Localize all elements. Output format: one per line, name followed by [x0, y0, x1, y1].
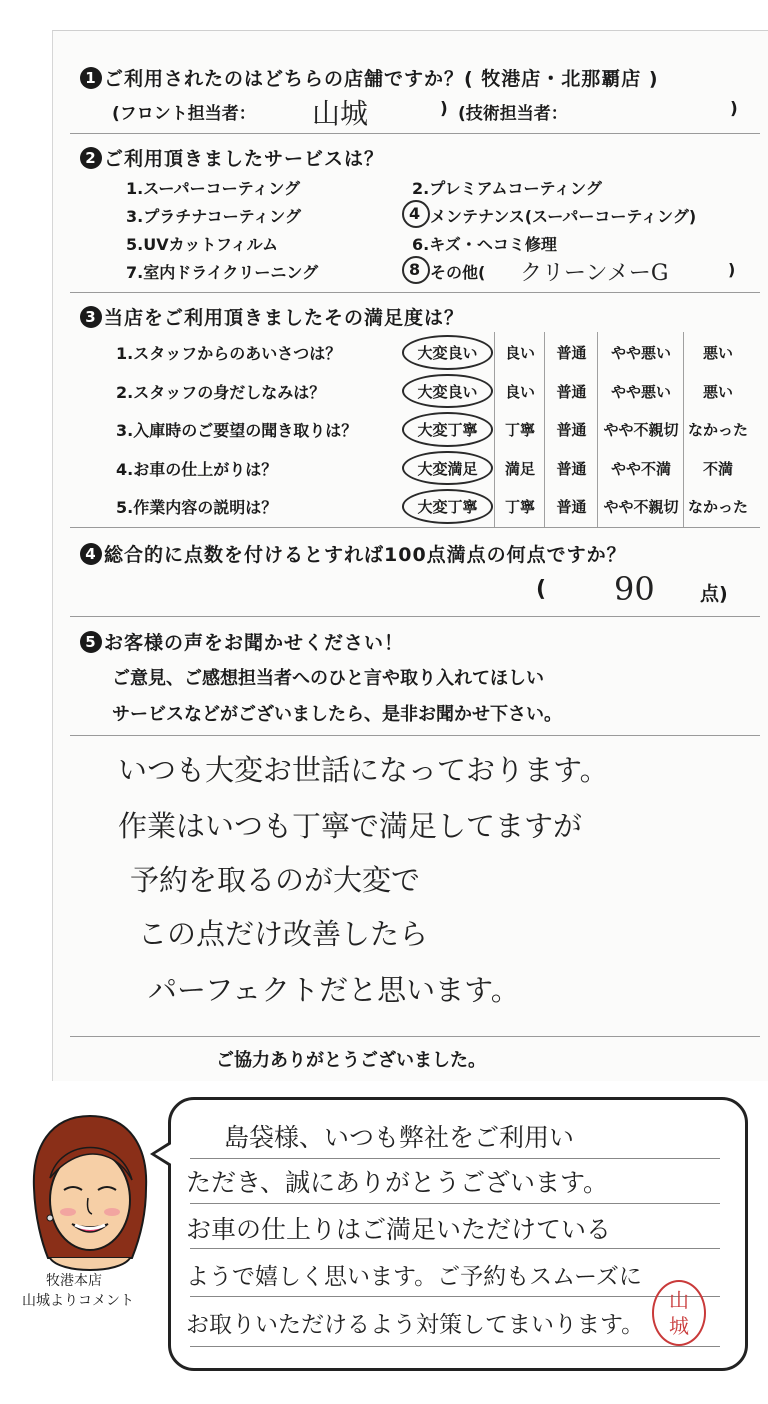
front-staff-value: 山城 — [312, 97, 369, 130]
satisfaction-item: 3.入庫時のご要望の聞き取りは？ — [116, 421, 358, 440]
service-item-name: メンテナンス(スーパーコーティング) — [430, 207, 697, 226]
tech-staff-close: ) — [730, 99, 738, 119]
service-item-name: その他( — [430, 263, 486, 282]
satisfaction-option: 普通 — [556, 459, 587, 478]
score-value: 90 — [614, 570, 655, 608]
divider — [70, 616, 760, 617]
divider — [70, 292, 760, 293]
satisfaction-option: 満足 — [504, 459, 535, 478]
satisfaction-option: 丁寧 — [504, 498, 535, 516]
satisfaction-option: 普通 — [556, 382, 587, 401]
service-item: 7.室内ドライクリーニング — [126, 263, 319, 282]
service-close: ) — [728, 260, 736, 279]
q2-text: ご利用頂きましたサービスは？ — [104, 148, 385, 170]
service-item: 2.プレミアムコーティング — [412, 179, 602, 198]
staff-caption: 山城よりコメント — [22, 1293, 134, 1309]
satisfaction-option: 悪い — [702, 382, 733, 401]
customer-comment-line: この点だけ改善したら — [138, 917, 429, 951]
staff-store: 牧港本店 — [46, 1273, 102, 1289]
selected-mark — [402, 489, 493, 524]
satisfaction-option: やや悪い — [610, 382, 671, 401]
reply-line: お車の仕上りはご満足いただけている — [186, 1215, 612, 1244]
q3-text: 当店をご利用頂きましたその満足度は？ — [104, 307, 465, 329]
divider — [70, 1036, 760, 1037]
score-unit: 点) — [700, 583, 728, 605]
service-item: 4 — [409, 204, 421, 223]
q2-number: 2 — [80, 147, 102, 169]
q4-question — [80, 540, 627, 567]
reply-line: 島袋様、いつも弊社をご利用い — [224, 1123, 575, 1152]
ruled-line — [190, 1248, 720, 1249]
q5-subtext: ご意見、ご感想担当者へのひと言や取り入れてほしい — [112, 668, 544, 689]
q1-text: ご利用されたのはどちらの店舗ですか？( 牧港店・北那覇店 ) — [104, 68, 659, 90]
ruled-line — [190, 1203, 720, 1204]
satisfaction-option: 良い — [504, 344, 535, 362]
service-item: 3.プラチナコーティング — [126, 207, 301, 226]
reply-line: ただき、誠にありがとうございます。 — [186, 1168, 609, 1197]
satisfaction-option: 大変満足 — [417, 459, 478, 478]
satisfaction-option: 不満 — [702, 459, 733, 478]
q3-question — [80, 303, 464, 330]
satisfaction-option: 大変良い — [417, 382, 478, 401]
front-staff-close: ) — [440, 99, 448, 119]
q1-number: 1 — [80, 67, 102, 89]
ruled-line — [190, 1158, 720, 1159]
divider — [70, 735, 760, 736]
tech-staff-label: (技術担当者： — [458, 104, 568, 124]
selected-mark — [402, 335, 493, 370]
divider — [70, 527, 760, 528]
stamp-text: 山城 — [669, 1288, 689, 1338]
staff-portrait — [20, 1108, 160, 1288]
other-service-value: クリーンメーG — [520, 261, 669, 286]
ruled-line — [190, 1296, 720, 1297]
score-open: ( — [536, 577, 547, 602]
ruled-line — [190, 1346, 720, 1347]
front-staff-label: (フロント担当者： — [112, 104, 256, 124]
customer-comment-line: いつも大変お世話になっております。 — [118, 753, 609, 787]
service-item: 6.キズ・ヘコミ修理 — [412, 235, 557, 254]
q4-text: 総合的に点数を付けるとすれば100点満点の何点ですか？ — [104, 544, 627, 566]
satisfaction-option: なかった — [687, 498, 748, 516]
q5-text: お客様の声をお聞かせください！ — [104, 632, 405, 654]
satisfaction-option: 悪い — [702, 344, 733, 362]
service-item: 8 — [409, 260, 421, 279]
satisfaction-option: やや不親切 — [603, 421, 679, 439]
satisfaction-option: やや不満 — [610, 459, 671, 478]
q5-number: 5 — [80, 631, 102, 653]
reply-line: お取りいただけるよう対策してまいります。 — [186, 1312, 645, 1338]
satisfaction-option: やや悪い — [610, 344, 671, 362]
customer-comment-line: 予約を取るのが大変で — [130, 863, 421, 897]
q1-question — [80, 64, 659, 91]
q5-question — [80, 628, 404, 655]
speech-bubble-tail-inner — [155, 1143, 173, 1165]
satisfaction-option: 普通 — [556, 498, 587, 516]
q3-number: 3 — [80, 306, 102, 328]
satisfaction-option: 丁寧 — [504, 421, 535, 439]
satisfaction-item: 5.作業内容の説明は？ — [116, 498, 278, 517]
q2-question — [80, 144, 384, 171]
satisfaction-option: 普通 — [556, 421, 587, 439]
service-item: 1.スーパーコーティング — [126, 179, 301, 198]
thanks-text: ご協力ありがとうございました。 — [216, 1050, 486, 1071]
satisfaction-option: やや不親切 — [603, 498, 679, 516]
service-item: 5.UVカットフィルム — [126, 235, 279, 254]
satisfaction-option: 大変丁寧 — [417, 421, 478, 439]
satisfaction-option: 良い — [504, 382, 535, 401]
satisfaction-option: 大変良い — [417, 344, 478, 362]
customer-comment-line: 作業はいつも丁寧で満足してますが — [118, 809, 583, 843]
selected-mark — [402, 412, 493, 447]
selected-mark — [402, 374, 493, 409]
q4-number: 4 — [80, 543, 102, 565]
divider — [70, 133, 760, 134]
satisfaction-option: 大変丁寧 — [417, 498, 478, 516]
customer-comment-line: パーフェクトだと思います。 — [148, 973, 520, 1007]
name-stamp — [652, 1280, 706, 1346]
satisfaction-item: 1.スタッフからのあいさつは？ — [116, 344, 342, 363]
satisfaction-option: 普通 — [556, 344, 587, 362]
reply-line: ようで嬉しく思います。ご予約もスムーズに — [186, 1264, 642, 1290]
satisfaction-item: 4.お車の仕上がりは？ — [116, 459, 278, 479]
satisfaction-option: なかった — [687, 421, 748, 439]
selected-mark — [402, 451, 493, 486]
satisfaction-item: 2.スタッフの身だしなみは？ — [116, 382, 326, 402]
q5-subtext: サービスなどがございましたら、是非お聞かせ下さい。 — [112, 704, 562, 725]
